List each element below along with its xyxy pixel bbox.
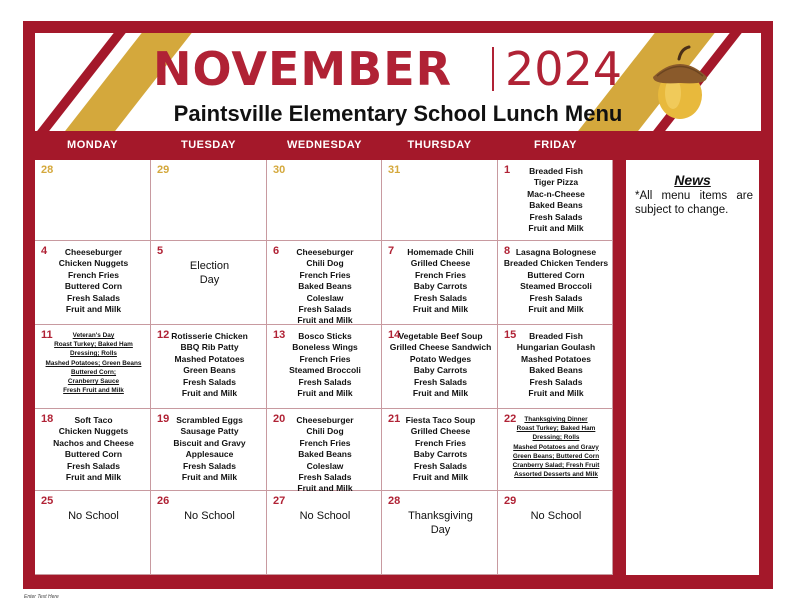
day-number: 30 [273, 164, 286, 176]
day-number: 22 [504, 413, 517, 425]
menu-item: Grilled Cheese Sandwich [389, 342, 492, 353]
day-number: 13 [273, 329, 286, 341]
menu-item: No School [530, 510, 582, 522]
calendar-grid [35, 160, 613, 575]
calendar-day-cell [498, 160, 613, 241]
menu-item: Thanksgiving [408, 510, 473, 522]
menu-item: Fresh Salads [67, 460, 120, 471]
calendar-day-cell [151, 241, 267, 325]
menu-item: French Fries [299, 269, 351, 280]
menu-item: Biscuit and Gravy [173, 437, 246, 448]
day-number: 25 [41, 495, 54, 507]
menu-item: Boneless Wings [292, 342, 358, 353]
menu-item: No School [299, 510, 351, 522]
menu-item: Chili Dog [306, 426, 344, 437]
menu-item: Fruit and Milk [528, 388, 584, 399]
footer-placeholder-text: Enter Text Here [24, 594, 59, 600]
day-number: 1 [504, 164, 511, 176]
menu-item: Breaded Chicken Tenders [503, 258, 609, 269]
year-title: 2024 [505, 42, 623, 96]
calendar-day-cell [498, 325, 613, 409]
menu-item: Vegetable Beef Soup [398, 331, 483, 341]
menu-item: Fresh Fruit and Milk [63, 387, 124, 395]
day-number: 29 [157, 164, 170, 176]
menu-item: Cheeseburger [296, 415, 354, 425]
menu-items [386, 415, 495, 483]
day-number: 19 [157, 413, 170, 425]
menu-item: Dressing; Rolls [70, 350, 117, 358]
menu-items [386, 331, 495, 399]
day-number: 5 [157, 245, 164, 257]
calendar-day-cell [151, 409, 267, 491]
day-number: 26 [157, 495, 170, 507]
menu-item: Mashed Potatoes [521, 353, 591, 364]
menu-item: Fresh Salads [414, 292, 467, 303]
menu-item: Mashed Potatoes and Gravy [513, 443, 599, 451]
day-number: 4 [41, 245, 48, 257]
menu-item: Baked Beans [298, 281, 352, 292]
menu-item: French Fries [414, 437, 467, 448]
menu-item: Bosco Sticks [298, 331, 352, 341]
menu-item: Soft Taco [74, 415, 113, 425]
calendar-day-cell [382, 241, 498, 325]
menu-items [386, 247, 495, 315]
menu-item: French Fries [67, 269, 120, 280]
calendar-header [35, 33, 761, 131]
calendar-day-cell [35, 491, 151, 575]
day-number: 11 [41, 329, 53, 341]
menu-item: Buttered Corn; [70, 368, 117, 376]
menu-item: Breaded Fish [529, 331, 583, 341]
calendar-day-cell [151, 160, 267, 241]
menu-item: Fruit and Milk [528, 223, 584, 234]
menu-item: Fruit and Milk [65, 304, 122, 315]
weekday-friday: FRIDAY [534, 139, 577, 151]
day-number: 18 [41, 413, 54, 425]
menu-item: Fruit and Milk [528, 304, 584, 315]
calendar-day-cell [267, 241, 382, 325]
calendar-day-cell [35, 325, 151, 409]
weekday-header-row [35, 134, 613, 156]
calendar-day-cell [35, 409, 151, 491]
menu-item: Fruit and Milk [412, 388, 469, 399]
weekday-monday: MONDAY [67, 139, 118, 151]
menu-item: Cranberry Salad; Fresh Fruit [512, 462, 600, 470]
day-number: 27 [273, 495, 286, 507]
menu-item: Roast Turkey; Baked Ham [516, 425, 596, 433]
menu-item: Roast Turkey; Baked Ham [54, 341, 133, 349]
menu-item: Buttered Corn [527, 269, 585, 280]
day-number: 21 [388, 413, 401, 425]
month-title: NOVEMBER [153, 42, 453, 96]
menu-item: Fresh Salads [298, 304, 352, 315]
menu-item: Steamed Broccoli [520, 281, 592, 292]
day-number: 15 [504, 329, 517, 341]
menu-item: Coleslaw [306, 460, 344, 471]
menu-items [155, 509, 264, 523]
menu-item: Election [189, 260, 230, 272]
menu-item: Assorted Desserts and Milk [514, 471, 598, 479]
menu-item: Scrambled Eggs [176, 415, 243, 425]
calendar-day-cell [382, 409, 498, 491]
menu-item: Fresh Salads [414, 376, 467, 387]
menu-item: Steamed Broccoli [289, 365, 361, 376]
menu-item: Fruit and Milk [297, 483, 353, 494]
menu-item: Coleslaw [306, 292, 344, 303]
menu-item: Mac-n-Cheese [527, 188, 585, 199]
calendar-day-cell [382, 325, 498, 409]
calendar-day-cell [498, 491, 613, 575]
calendar-day-cell [35, 241, 151, 325]
menu-item: Applesauce [185, 449, 234, 460]
day-number: 29 [504, 495, 517, 507]
menu-items [502, 331, 610, 399]
menu-item: Fruit and Milk [297, 315, 353, 326]
menu-item: Day [199, 274, 220, 286]
menu-item: Fresh Salads [414, 460, 467, 471]
news-panel [626, 160, 759, 575]
day-number: 6 [273, 245, 280, 257]
menu-items [39, 331, 148, 395]
menu-item: Buttered Corn [64, 449, 123, 460]
menu-item: Day [430, 524, 451, 536]
menu-item: Fruit and Milk [412, 304, 469, 315]
menu-item: Green Beans; Buttered Corn [512, 452, 600, 460]
weekday-wednesday: WEDNESDAY [287, 139, 362, 151]
day-number: 7 [388, 245, 395, 257]
menu-subtitle: Paintsville Elementary School Lunch Menu [173, 101, 623, 126]
day-number: 12 [157, 329, 170, 341]
menu-items [386, 509, 495, 537]
menu-item: Fruit and Milk [181, 472, 238, 483]
menu-item: Chicken Nuggets [58, 258, 129, 269]
menu-item: Baked Beans [298, 449, 352, 460]
menu-item: Buttered Corn [64, 281, 123, 292]
calendar-day-cell [382, 160, 498, 241]
menu-items [271, 415, 379, 495]
menu-item: Fresh Salads [529, 292, 583, 303]
menu-items [155, 415, 264, 483]
menu-item: Tiger Pizza [533, 177, 579, 188]
menu-item: Baby Carrots [413, 281, 468, 292]
menu-item: Fresh Salads [67, 292, 120, 303]
menu-item: No School [68, 510, 119, 522]
menu-item: Baby Carrots [413, 449, 468, 460]
day-number: 8 [504, 245, 511, 257]
day-number: 31 [388, 164, 401, 176]
menu-item: Cranberry Sauce [67, 378, 120, 386]
menu-items [39, 415, 148, 483]
calendar-day-cell [151, 325, 267, 409]
day-number: 14 [388, 329, 401, 341]
menu-items [155, 331, 264, 399]
menu-item: French Fries [414, 269, 467, 280]
menu-items [39, 247, 148, 315]
menu-item: Homemade Chili [407, 247, 474, 257]
menu-item: Baked Beans [529, 200, 583, 211]
calendar-day-cell [267, 409, 382, 494]
menu-item: Green Beans [183, 365, 236, 376]
calendar-day-cell [267, 160, 382, 241]
menu-item: Fresh Salads [298, 472, 352, 483]
calendar-day-cell [498, 409, 613, 491]
menu-item: Grilled Cheese [410, 426, 471, 437]
menu-item: Fruit and Milk [297, 388, 353, 399]
menu-item: BBQ Rib Patty [180, 342, 239, 353]
menu-item: Hungarian Goulash [516, 342, 596, 353]
menu-item: Fruit and Milk [412, 472, 469, 483]
menu-item: French Fries [299, 437, 351, 448]
menu-items [502, 166, 610, 234]
menu-item: Chili Dog [306, 258, 344, 269]
calendar-day-cell [498, 241, 613, 325]
menu-item: Sausage Patty [180, 426, 239, 437]
menu-item: Mashed Potatoes [174, 353, 245, 364]
menu-item: Grilled Cheese [410, 258, 471, 269]
menu-item: Dressing; Rolls [532, 434, 580, 442]
day-number: 28 [388, 495, 401, 507]
weekday-tuesday: TUESDAY [180, 139, 237, 151]
day-number: 20 [273, 413, 286, 425]
menu-item: Fresh Salads [529, 211, 583, 222]
menu-item: Fresh Salads [298, 376, 352, 387]
menu-item: Cheeseburger [64, 247, 123, 257]
menu-items [502, 247, 610, 315]
day-number: 28 [41, 164, 54, 176]
menu-item: Fruit and Milk [181, 388, 238, 399]
menu-item: Rotisserie Chicken [171, 331, 248, 341]
menu-item: No School [184, 510, 235, 522]
news-text: *All menu items are subject to change. [635, 190, 753, 216]
menu-item: Baby Carrots [413, 365, 468, 376]
menu-item: Chicken Nuggets [58, 426, 129, 437]
calendar-day-cell [267, 491, 382, 575]
news-title: News [674, 172, 711, 188]
menu-item: Thanksgiving Dinner [524, 416, 588, 423]
menu-item: Potato Wedges [409, 353, 472, 364]
calendar-day-cell [267, 325, 382, 409]
menu-item: Breaded Fish [529, 166, 583, 176]
menu-item: Fresh Salads [183, 460, 236, 471]
menu-item: Fiesta Taco Soup [405, 415, 476, 425]
menu-item: Veteran's Day [72, 332, 115, 339]
menu-items [155, 259, 264, 287]
menu-item: Fresh Salads [529, 376, 583, 387]
menu-items [502, 509, 610, 523]
calendar-day-cell [151, 491, 267, 575]
menu-item: Mashed Potatoes; Green Beans [45, 359, 142, 367]
menu-item: Baked Beans [529, 365, 583, 376]
menu-item: French Fries [299, 353, 351, 364]
menu-item: Fruit and Milk [65, 472, 122, 483]
menu-items [271, 247, 379, 327]
menu-items [271, 331, 379, 399]
calendar-day-cell [35, 160, 151, 241]
weekday-thursday: THURSDAY [407, 139, 472, 151]
menu-item: Fresh Salads [183, 376, 236, 387]
calendar-day-cell [382, 491, 498, 575]
menu-items [39, 509, 148, 523]
title-divider [492, 47, 494, 91]
menu-items [502, 415, 610, 479]
menu-item: Lasagna Bolognese [515, 247, 597, 257]
menu-items [271, 509, 379, 523]
menu-item: Nachos and Cheese [53, 437, 134, 448]
menu-item: Cheeseburger [296, 247, 354, 257]
